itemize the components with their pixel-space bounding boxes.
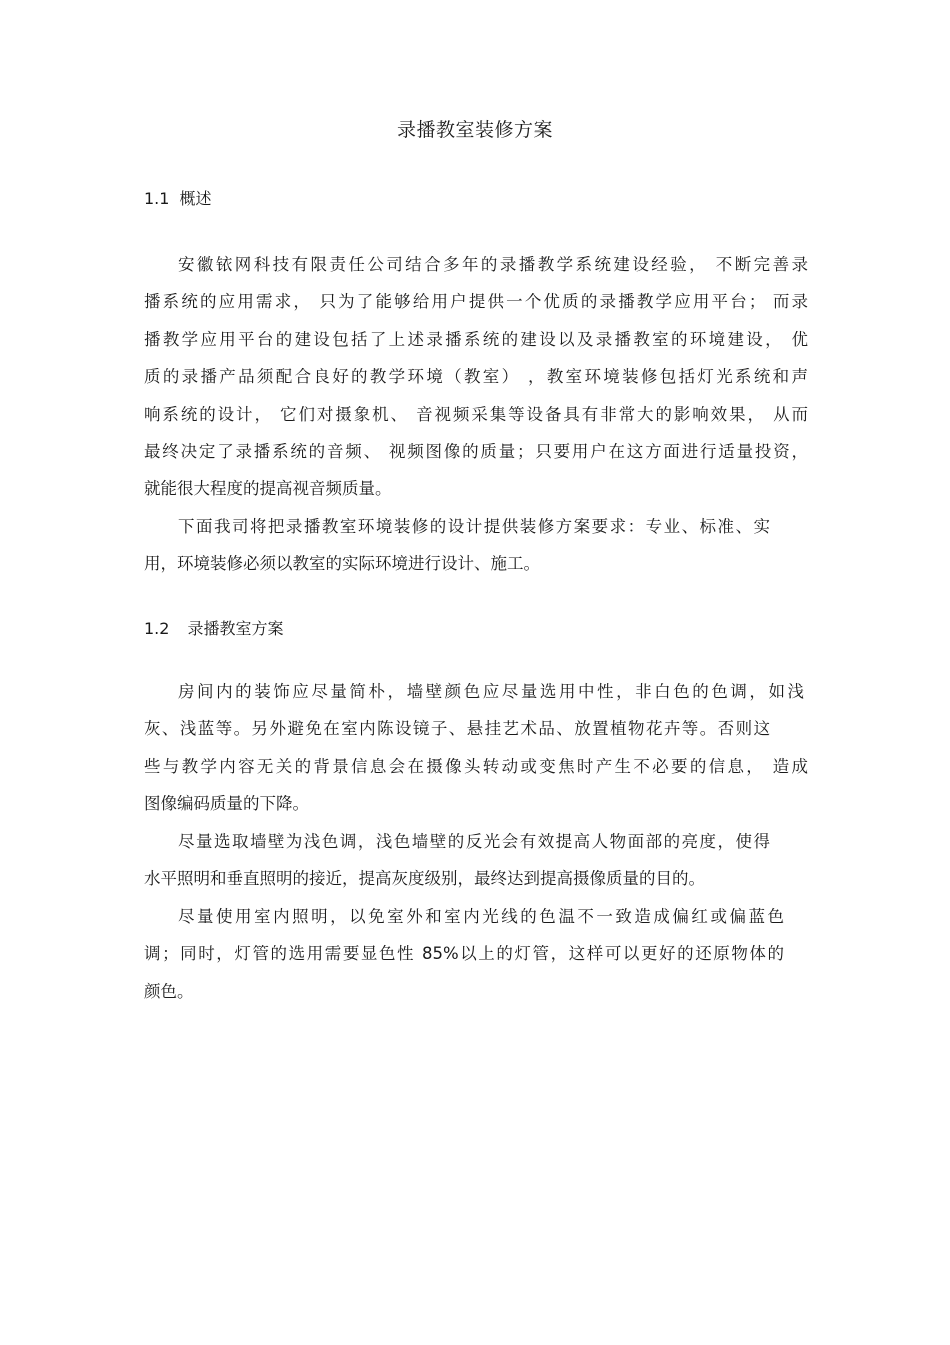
paragraph-line: 用，环境装修必须以教室的实际环境进行设计、施工。 — [144, 554, 540, 574]
paragraph-wall-color — [144, 823, 770, 898]
paragraph-lighting — [144, 898, 808, 1010]
paragraph-line: 颜色。 — [144, 981, 194, 1001]
paragraph-line: 下面我司将把录播教室环境装修的设计提供装修方案要求：专业、标准、实 — [178, 517, 770, 536]
paragraph-line: 房间内的装饰应尽量简朴，墙壁颜色应尽量选用中性，非白色的色调，如浅 — [178, 682, 804, 701]
paragraph-intro — [144, 246, 808, 508]
paragraph-line: 些与教学内容无关的背景信息会在摄像头转动或变焦时产生不必要的信息， 造成 — [144, 756, 808, 776]
paragraph-line: 图像编码质量的下降。 — [144, 794, 309, 814]
section-title: 录播教室方案 — [187, 619, 284, 638]
section-number: 1.1 — [144, 189, 170, 208]
paragraph-line: 播教学应用平台的建设包括了上述录播系统的建设以及录播教室的环境建设， 优 — [144, 329, 808, 349]
paragraph-line: 灰、浅蓝等。另外避免在室内陈设镜子、悬挂艺术品、放置植物花卉等。否则这 — [144, 719, 770, 739]
paragraph-line: 响系统的设计， 它们对摄象机、 音视频采集等设备具有非常大的影响效果， 从而 — [144, 404, 808, 424]
paragraph-line: 就能很大程度的提高视音频质量。 — [144, 479, 392, 499]
document-title: 录播教室装修方案 — [396, 119, 553, 141]
section-number: 1.2 — [144, 619, 170, 638]
paragraph-line: 尽量选取墙壁为浅色调，浅色墙壁的反光会有效提高人物面部的亮度，使得 — [178, 832, 770, 851]
paragraph-line: 播系统的应用需求， 只为了能够给用户提供一个优质的录播教学应用平台； 而录 — [144, 292, 808, 312]
paragraph-line: 调；同时，灯管的选用需要显色性 85%以上的灯管，这样可以更好的还原物体的 — [144, 944, 784, 964]
paragraph-line: 最终决定了录播系统的音频、 视频图像的质量；只要用户在这方面进行适量投资， — [144, 441, 808, 461]
paragraph-requirements — [144, 508, 770, 583]
section-title: 概述 — [179, 189, 212, 208]
paragraph-line: 安徽铱网科技有限责任公司结合多年的录播教学系统建设经验， 不断完善录 — [178, 255, 808, 274]
section-heading-overview — [144, 188, 211, 210]
section-heading-classroom-plan — [144, 618, 283, 640]
paragraph-line: 水平照明和垂直照明的接近，提高灰度级别，最终达到提高摄像质量的目的。 — [144, 869, 705, 889]
paragraph-line: 尽量使用室内照明，以免室外和室内光线的色温不一致造成偏红或偏蓝色 — [178, 907, 784, 926]
paragraph-line: 质的录播产品须配合良好的教学环境（教室） ，教室环境装修包括灯光系统和声 — [144, 367, 808, 387]
paragraph-decoration — [144, 673, 808, 823]
